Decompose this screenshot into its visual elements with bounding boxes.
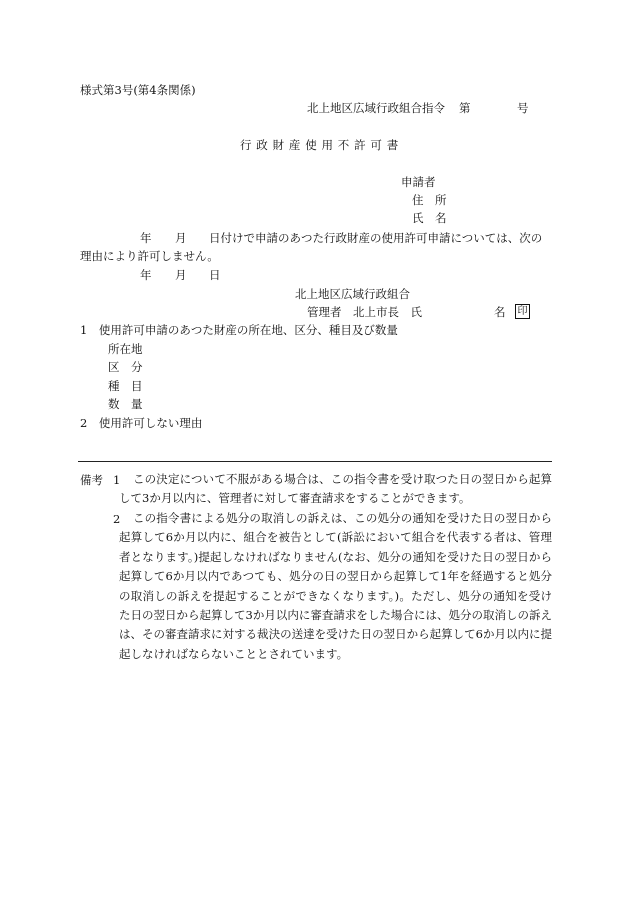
issuer-org: 北上地区広域行政組合	[295, 287, 410, 301]
date-day: 日	[209, 268, 221, 282]
document-title: 行政財産使用不許可書	[240, 138, 403, 152]
item-quantity: 数 量	[108, 397, 143, 411]
remarks-label: 備考	[80, 473, 103, 487]
separator-line	[78, 461, 552, 462]
line1-year: 年	[140, 231, 152, 245]
date-month: 月	[175, 268, 187, 282]
command-go: 号	[517, 101, 529, 115]
item-location: 所在地	[108, 342, 143, 356]
applicant-address-label: 住 所	[412, 193, 447, 207]
item-1: 1 使用許可申請のあつた財産の所在地、区分、種目及び数量	[80, 323, 398, 337]
note-2-text: この指令書による処分の取消しの訴えは、この処分の通知を受けた日の翌日から起算して6か月以内に、組合を被告として(訴訟において組合を代表する者は、管理者となります。)提起しなければなりません(なお、処分の通知を受けた日の翌日から起算して6か月以内であつても、処分の日の翌日から起算して1年を経過すると処分の取消しの訴えを提起することができなくなります。)。ただし、処分の通知を受けた日の翌日から起算して3か月以内に審査請求をした場合には、処分の取消しの訴えは、その審査請求に対する裁決の送達を受けた日の翌日から起算して6か月以内に提起しなければならないこととされています。	[119, 511, 552, 661]
item-type: 種 目	[108, 379, 143, 393]
applicant-name-label: 氏 名	[412, 211, 447, 225]
seal-mark: 印	[515, 304, 530, 319]
applicant-label: 申請者	[401, 175, 436, 189]
command-dai: 第	[459, 101, 471, 115]
line1-rest: 日付けで申請のあつた行政財産の使用許可申請については、次の	[209, 231, 543, 245]
issuer-name-label: 名	[494, 305, 506, 319]
item-category: 区 分	[108, 360, 143, 374]
line2: 理由により許可しません。	[80, 249, 219, 263]
note-1-number: 1	[113, 473, 121, 487]
item-2: 2 使用許可しない理由	[80, 416, 203, 430]
command-label: 北上地区広域行政組合指令	[307, 101, 445, 115]
date-year: 年	[140, 268, 152, 282]
issuer-role: 管理者 北上市長 氏	[307, 305, 422, 319]
note-2-number: 2	[113, 512, 121, 526]
note-1-text: この決定について不服がある場合は、この指令書を受け取つた日の翌日から起算して3か月以内に、管理者に対して審査請求をすることができます。	[119, 472, 552, 506]
line1-month: 月	[175, 231, 187, 245]
form-number: 様式第3号(第4条関係)	[80, 83, 196, 97]
